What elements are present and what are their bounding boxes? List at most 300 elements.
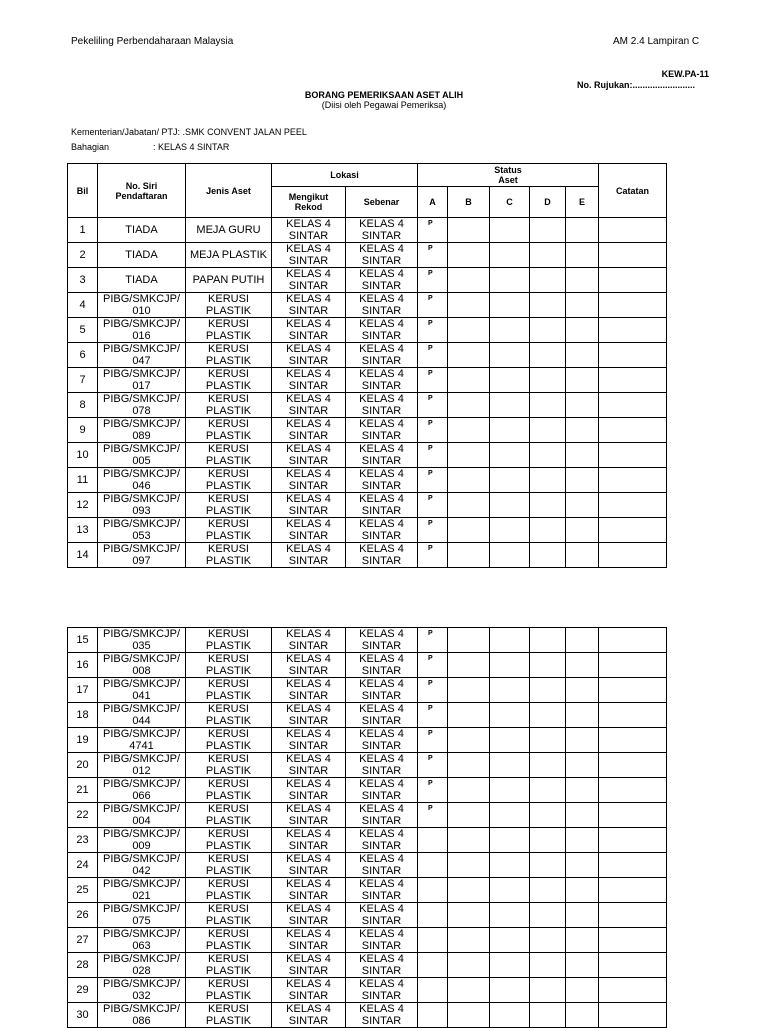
cell-mengikut-rekod-line2: SINTAR: [288, 505, 329, 517]
cell-status-a: P: [418, 218, 448, 243]
cell-no-siri-line1: PIBG/SMKCJP/: [102, 753, 181, 765]
cell-catatan: [599, 803, 667, 828]
cell-no-siri: [98, 853, 186, 878]
cell-mengikut-rekod: [272, 468, 346, 493]
cell-mengikut-rekod-line2: SINTAR: [288, 640, 329, 652]
cell-status-a: [418, 828, 448, 853]
cell-jenis-aset-line2: PLASTIK: [205, 1015, 252, 1027]
cell-mengikut-rekod-line2: SINTAR: [288, 230, 329, 242]
cell-bil: 23: [68, 828, 98, 853]
cell-sebenar: [346, 803, 418, 828]
cell-status-b: [448, 443, 490, 468]
cell-jenis-aset-line2: PLASTIK: [205, 555, 252, 567]
cell-no-siri-line1: PIBG/SMKCJP/: [102, 468, 181, 480]
cell-jenis-aset-line1: KERUSI: [208, 418, 249, 430]
cell-mengikut-rekod-line2: SINTAR: [288, 915, 329, 927]
cell-mengikut-rekod-line2: SINTAR: [288, 330, 329, 342]
cell-jenis-aset: [186, 953, 272, 978]
cell-sebenar-line1: KELAS 4: [359, 878, 404, 890]
cell-status-c: [490, 978, 530, 1003]
cell-jenis-aset: [186, 753, 272, 778]
col-catatan: Catatan: [599, 164, 667, 218]
cell-mengikut-rekod: [272, 543, 346, 568]
cell-mengikut-rekod: [272, 218, 346, 243]
cell-jenis-aset-line1: KERUSI: [208, 518, 249, 530]
cell-bil: 1: [68, 218, 98, 243]
cell-no-siri-line1: PIBG/SMKCJP/: [102, 903, 181, 915]
cell-mengikut-rekod-line2: SINTAR: [288, 665, 329, 677]
cell-status-a: P: [418, 468, 448, 493]
cell-sebenar: [346, 218, 418, 243]
cell-mengikut-rekod: [272, 903, 346, 928]
cell-status-b: [448, 628, 490, 653]
cell-status-c: [490, 543, 530, 568]
cell-sebenar-line1: KELAS 4: [359, 828, 404, 840]
cell-no-siri: [98, 318, 186, 343]
cell-no-siri-line1: PIBG/SMKCJP/: [102, 978, 181, 990]
cell-status-b: [448, 543, 490, 568]
table-row: [68, 393, 667, 418]
cell-bil: 7: [68, 368, 98, 393]
cell-sebenar: [346, 368, 418, 393]
cell-no-siri: [98, 343, 186, 368]
cell-no-siri: [98, 243, 186, 268]
cell-status-e: [566, 393, 599, 418]
cell-mengikut-rekod-line2: SINTAR: [288, 715, 329, 727]
cell-status-a: P: [418, 653, 448, 678]
cell-status-c: [490, 243, 530, 268]
cell-catatan: [599, 368, 667, 393]
cell-no-siri-line1: PIBG/SMKCJP/: [102, 1003, 181, 1015]
cell-no-siri: [98, 678, 186, 703]
cell-no-siri-line1: PIBG/SMKCJP/: [102, 678, 181, 690]
cell-bil: 16: [68, 653, 98, 678]
cell-no-siri: [98, 293, 186, 318]
cell-status-d: [530, 318, 566, 343]
cell-status-e: [566, 418, 599, 443]
cell-mengikut-rekod-line2: SINTAR: [288, 455, 329, 467]
cell-sebenar: [346, 728, 418, 753]
cell-no-siri-line2: 066: [132, 790, 151, 802]
table-row: [68, 678, 667, 703]
cell-mengikut-rekod-line2: SINTAR: [288, 430, 329, 442]
cell-sebenar-line2: SINTAR: [361, 990, 402, 1002]
cell-status-b: [448, 653, 490, 678]
cell-status-a: P: [418, 393, 448, 418]
cell-jenis-aset-line2: PLASTIK: [205, 505, 252, 517]
cell-catatan: [599, 243, 667, 268]
cell-catatan: [599, 978, 667, 1003]
cell-mengikut-rekod: [272, 828, 346, 853]
cell-mengikut-rekod: [272, 493, 346, 518]
cell-no-siri-line1: PIBG/SMKCJP/: [102, 728, 181, 740]
cell-sebenar: [346, 493, 418, 518]
cell-status-d: [530, 853, 566, 878]
cell-status-b: [448, 778, 490, 803]
cell-bil: 10: [68, 443, 98, 468]
cell-sebenar-line2: SINTAR: [361, 555, 402, 567]
reference-number: No. Rujukan:.........................: [577, 80, 696, 90]
cell-status-c: [490, 728, 530, 753]
cell-status-d: [530, 543, 566, 568]
cell-no-siri-line1: PIBG/SMKCJP/: [102, 318, 181, 330]
cell-mengikut-rekod-line1: KELAS 4: [286, 753, 331, 765]
table-row: [68, 853, 667, 878]
cell-jenis-aset: [186, 778, 272, 803]
cell-bil: 15: [68, 628, 98, 653]
col-sebenar: Sebenar: [346, 187, 418, 218]
cell-jenis-aset-line2: PLASTIK: [205, 665, 252, 677]
cell-jenis-aset-line1: KERUSI: [208, 828, 249, 840]
cell-status-c: [490, 393, 530, 418]
cell-status-b: [448, 418, 490, 443]
cell-status-e: [566, 468, 599, 493]
cell-mengikut-rekod-line1: KELAS 4: [286, 218, 331, 230]
cell-sebenar-line2: SINTAR: [361, 915, 402, 927]
cell-status-d: [530, 368, 566, 393]
table-row: [68, 903, 667, 928]
cell-no-siri-line1: PIBG/SMKCJP/: [102, 628, 181, 640]
cell-sebenar-line2: SINTAR: [361, 665, 402, 677]
cell-jenis-aset-line2: PLASTIK: [205, 765, 252, 777]
cell-status-b: [448, 953, 490, 978]
cell-sebenar: [346, 878, 418, 903]
cell-mengikut-rekod-line2: SINTAR: [288, 790, 329, 802]
cell-status-b: [448, 393, 490, 418]
cell-jenis-aset: [186, 218, 272, 243]
cell-sebenar: [346, 978, 418, 1003]
cell-bil: 21: [68, 778, 98, 803]
cell-no-siri-line2: 032: [132, 990, 151, 1002]
cell-no-siri-line1: PIBG/SMKCJP/: [102, 418, 181, 430]
cell-status-d: [530, 928, 566, 953]
cell-sebenar-line1: KELAS 4: [359, 218, 404, 230]
cell-sebenar-line2: SINTAR: [361, 455, 402, 467]
cell-no-siri-line1: PIBG/SMKCJP/: [102, 778, 181, 790]
cell-no-siri-line2: 093: [132, 505, 151, 517]
cell-mengikut-rekod-line2: SINTAR: [288, 280, 329, 292]
cell-status-c: [490, 368, 530, 393]
col-bil: Bil: [68, 164, 98, 218]
cell-status-e: [566, 218, 599, 243]
cell-mengikut-rekod-line1: KELAS 4: [286, 953, 331, 965]
form-code: KEW.PA-11: [661, 69, 709, 79]
cell-jenis-aset-line2: PLASTIK: [205, 965, 252, 977]
cell-status-d: [530, 753, 566, 778]
cell-bil: 25: [68, 878, 98, 903]
cell-mengikut-rekod-line1: KELAS 4: [286, 518, 331, 530]
cell-status-d: [530, 293, 566, 318]
cell-jenis-aset-line2: PLASTIK: [205, 380, 252, 392]
cell-no-siri-line1: PIBG/SMKCJP/: [102, 443, 181, 455]
table-row: [68, 293, 667, 318]
form-subtitle: (Diisi oleh Pegawai Pemeriksa): [321, 100, 447, 110]
cell-sebenar-line1: KELAS 4: [359, 493, 404, 505]
cell-no-siri-line2: 042: [132, 865, 151, 877]
cell-bil: 30: [68, 1003, 98, 1028]
cell-bil: 17: [68, 678, 98, 703]
table-row: [68, 468, 667, 493]
cell-no-siri: [98, 978, 186, 1003]
cell-status-a: P: [418, 243, 448, 268]
cell-no-siri-line2: 078: [132, 405, 151, 417]
cell-mengikut-rekod-line1: KELAS 4: [286, 903, 331, 915]
col-mengikut-line2: Rekod: [294, 202, 323, 212]
cell-catatan: [599, 753, 667, 778]
cell-no-siri: [98, 703, 186, 728]
cell-sebenar: [346, 903, 418, 928]
cell-status-e: [566, 828, 599, 853]
table-row: [68, 343, 667, 368]
cell-jenis-aset-line2: PLASTIK: [205, 480, 252, 492]
col-status-b: B: [448, 187, 490, 218]
cell-status-b: [448, 978, 490, 1003]
cell-catatan: [599, 778, 667, 803]
form-title: BORANG PEMERIKSAAN ASET ALIH: [304, 90, 464, 100]
cell-catatan: [599, 703, 667, 728]
cell-no-siri-line1: PIBG/SMKCJP/: [102, 953, 181, 965]
col-status-line1: Status: [494, 165, 522, 175]
cell-jenis-aset-line1: MEJA GURU: [196, 224, 261, 236]
cell-bil: 18: [68, 703, 98, 728]
cell-sebenar: [346, 753, 418, 778]
cell-status-b: [448, 518, 490, 543]
cell-mengikut-rekod-line2: SINTAR: [288, 990, 329, 1002]
cell-jenis-aset: [186, 653, 272, 678]
cell-sebenar-line2: SINTAR: [361, 505, 402, 517]
cell-no-siri-line1: PIBG/SMKCJP/: [102, 368, 181, 380]
cell-sebenar-line1: KELAS 4: [359, 928, 404, 940]
cell-no-siri: [98, 778, 186, 803]
cell-jenis-aset-line1: KERUSI: [208, 853, 249, 865]
section-line: [71, 142, 230, 152]
cell-catatan: [599, 218, 667, 243]
cell-status-b: [448, 928, 490, 953]
cell-status-e: [566, 753, 599, 778]
table-row: [68, 368, 667, 393]
cell-mengikut-rekod: [272, 703, 346, 728]
cell-sebenar-line2: SINTAR: [361, 230, 402, 242]
cell-no-siri-line1: PIBG/SMKCJP/: [102, 803, 181, 815]
cell-sebenar: [346, 343, 418, 368]
cell-no-siri: [98, 543, 186, 568]
cell-mengikut-rekod: [272, 318, 346, 343]
cell-jenis-aset: [186, 268, 272, 293]
cell-status-d: [530, 218, 566, 243]
table-row: [68, 268, 667, 293]
cell-sebenar-line1: KELAS 4: [359, 753, 404, 765]
cell-mengikut-rekod: [272, 443, 346, 468]
cell-sebenar-line2: SINTAR: [361, 1015, 402, 1027]
cell-jenis-aset: [186, 393, 272, 418]
table-body-page-1: [68, 218, 667, 568]
cell-status-d: [530, 678, 566, 703]
cell-mengikut-rekod-line1: KELAS 4: [286, 468, 331, 480]
cell-no-siri-line1: PIBG/SMKCJP/: [102, 543, 181, 555]
cell-mengikut-rekod-line1: KELAS 4: [286, 803, 331, 815]
cell-sebenar: [346, 293, 418, 318]
cell-mengikut-rekod-line2: SINTAR: [288, 355, 329, 367]
cell-status-a: [418, 903, 448, 928]
cell-mengikut-rekod-line1: KELAS 4: [286, 393, 331, 405]
cell-status-d: [530, 628, 566, 653]
cell-no-siri-line2: 041: [132, 690, 151, 702]
cell-mengikut-rekod: [272, 753, 346, 778]
table-row: [68, 753, 667, 778]
cell-no-siri-line2: 017: [132, 380, 151, 392]
cell-sebenar-line2: SINTAR: [361, 640, 402, 652]
cell-status-b: [448, 343, 490, 368]
cell-mengikut-rekod: [272, 653, 346, 678]
cell-jenis-aset-line2: PLASTIK: [205, 530, 252, 542]
cell-jenis-aset-line2: PLASTIK: [205, 840, 252, 852]
cell-jenis-aset-line2: PLASTIK: [205, 940, 252, 952]
cell-jenis-aset: [186, 728, 272, 753]
cell-sebenar-line2: SINTAR: [361, 255, 402, 267]
cell-jenis-aset-line2: PLASTIK: [205, 305, 252, 317]
cell-catatan: [599, 628, 667, 653]
cell-no-siri-line1: PIBG/SMKCJP/: [102, 853, 181, 865]
cell-mengikut-rekod-line1: KELAS 4: [286, 418, 331, 430]
table-row: [68, 518, 667, 543]
cell-no-siri-line2: 028: [132, 965, 151, 977]
cell-sebenar-line1: KELAS 4: [359, 443, 404, 455]
cell-no-siri-line2: 086: [132, 1015, 151, 1027]
cell-status-b: [448, 243, 490, 268]
cell-jenis-aset-line1: KERUSI: [208, 343, 249, 355]
cell-mengikut-rekod-line1: KELAS 4: [286, 728, 331, 740]
cell-jenis-aset: [186, 853, 272, 878]
table-row: [68, 418, 667, 443]
cell-mengikut-rekod-line1: KELAS 4: [286, 543, 331, 555]
cell-mengikut-rekod-line1: KELAS 4: [286, 703, 331, 715]
cell-status-c: [490, 753, 530, 778]
cell-sebenar-line1: KELAS 4: [359, 803, 404, 815]
cell-sebenar-line2: SINTAR: [361, 405, 402, 417]
col-status-e: E: [566, 187, 599, 218]
cell-mengikut-rekod: [272, 418, 346, 443]
cell-bil: 3: [68, 268, 98, 293]
cell-mengikut-rekod-line2: SINTAR: [288, 765, 329, 777]
cell-jenis-aset-line2: PLASTIK: [205, 790, 252, 802]
cell-jenis-aset-line1: MEJA PLASTIK: [189, 249, 268, 261]
cell-mengikut-rekod-line1: KELAS 4: [286, 653, 331, 665]
cell-jenis-aset: [186, 543, 272, 568]
cell-sebenar-line1: KELAS 4: [359, 953, 404, 965]
cell-jenis-aset: [186, 678, 272, 703]
cell-status-c: [490, 703, 530, 728]
cell-sebenar-line1: KELAS 4: [359, 368, 404, 380]
cell-no-siri-line2: 046: [132, 480, 151, 492]
col-status-aset: [418, 164, 599, 187]
inspection-table-page-1: [67, 163, 667, 568]
cell-sebenar-line2: SINTAR: [361, 690, 402, 702]
cell-status-e: [566, 778, 599, 803]
cell-status-c: [490, 293, 530, 318]
cell-no-siri: [98, 953, 186, 978]
cell-no-siri: [98, 628, 186, 653]
cell-jenis-aset-line1: KERUSI: [208, 678, 249, 690]
cell-status-c: [490, 878, 530, 903]
cell-no-siri-line2: 063: [132, 940, 151, 952]
cell-mengikut-rekod-line1: KELAS 4: [286, 443, 331, 455]
cell-status-a: P: [418, 803, 448, 828]
cell-no-siri-line2: 4741: [129, 740, 154, 752]
cell-sebenar-line2: SINTAR: [361, 330, 402, 342]
cell-mengikut-rekod: [272, 878, 346, 903]
cell-status-c: [490, 218, 530, 243]
cell-status-e: [566, 703, 599, 728]
col-status-a: A: [418, 187, 448, 218]
cell-jenis-aset-line2: PLASTIK: [205, 690, 252, 702]
cell-status-e: [566, 543, 599, 568]
cell-sebenar: [346, 318, 418, 343]
cell-sebenar-line1: KELAS 4: [359, 543, 404, 555]
cell-status-b: [448, 268, 490, 293]
cell-jenis-aset: [186, 518, 272, 543]
cell-jenis-aset-line2: PLASTIK: [205, 865, 252, 877]
cell-mengikut-rekod-line2: SINTAR: [288, 380, 329, 392]
cell-status-d: [530, 878, 566, 903]
cell-bil: 24: [68, 853, 98, 878]
col-status-line2: Aset: [498, 175, 518, 185]
cell-status-c: [490, 493, 530, 518]
cell-mengikut-rekod-line1: KELAS 4: [286, 268, 331, 280]
cell-mengikut-rekod-line2: SINTAR: [288, 815, 329, 827]
cell-status-d: [530, 778, 566, 803]
cell-jenis-aset: [186, 243, 272, 268]
cell-status-a: P: [418, 293, 448, 318]
cell-status-b: [448, 803, 490, 828]
cell-status-e: [566, 293, 599, 318]
cell-jenis-aset-line1: KERUSI: [208, 653, 249, 665]
cell-status-a: P: [418, 703, 448, 728]
cell-no-siri-line2: 035: [132, 640, 151, 652]
table-row: [68, 828, 667, 853]
table-row: [68, 978, 667, 1003]
cell-catatan: [599, 343, 667, 368]
cell-bil: 13: [68, 518, 98, 543]
table-row: [68, 543, 667, 568]
cell-status-d: [530, 703, 566, 728]
cell-mengikut-rekod-line1: KELAS 4: [286, 878, 331, 890]
cell-catatan: [599, 928, 667, 953]
cell-status-b: [448, 853, 490, 878]
table-row: [68, 703, 667, 728]
cell-sebenar-line1: KELAS 4: [359, 728, 404, 740]
cell-bil: 22: [68, 803, 98, 828]
cell-no-siri: [98, 518, 186, 543]
cell-sebenar-line1: KELAS 4: [359, 628, 404, 640]
cell-status-d: [530, 978, 566, 1003]
cell-no-siri-line2: 005: [132, 455, 151, 467]
cell-mengikut-rekod-line2: SINTAR: [288, 865, 329, 877]
cell-status-a: P: [418, 678, 448, 703]
cell-mengikut-rekod-line2: SINTAR: [288, 1015, 329, 1027]
cell-status-b: [448, 318, 490, 343]
cell-sebenar-line1: KELAS 4: [359, 468, 404, 480]
cell-status-a: [418, 928, 448, 953]
cell-sebenar: [346, 243, 418, 268]
cell-no-siri: [98, 393, 186, 418]
cell-jenis-aset: [186, 468, 272, 493]
cell-bil: 2: [68, 243, 98, 268]
cell-status-a: P: [418, 518, 448, 543]
cell-jenis-aset: [186, 368, 272, 393]
cell-jenis-aset-line1: KERUSI: [208, 978, 249, 990]
cell-bil: 29: [68, 978, 98, 1003]
cell-no-siri-line1: PIBG/SMKCJP/: [102, 828, 181, 840]
